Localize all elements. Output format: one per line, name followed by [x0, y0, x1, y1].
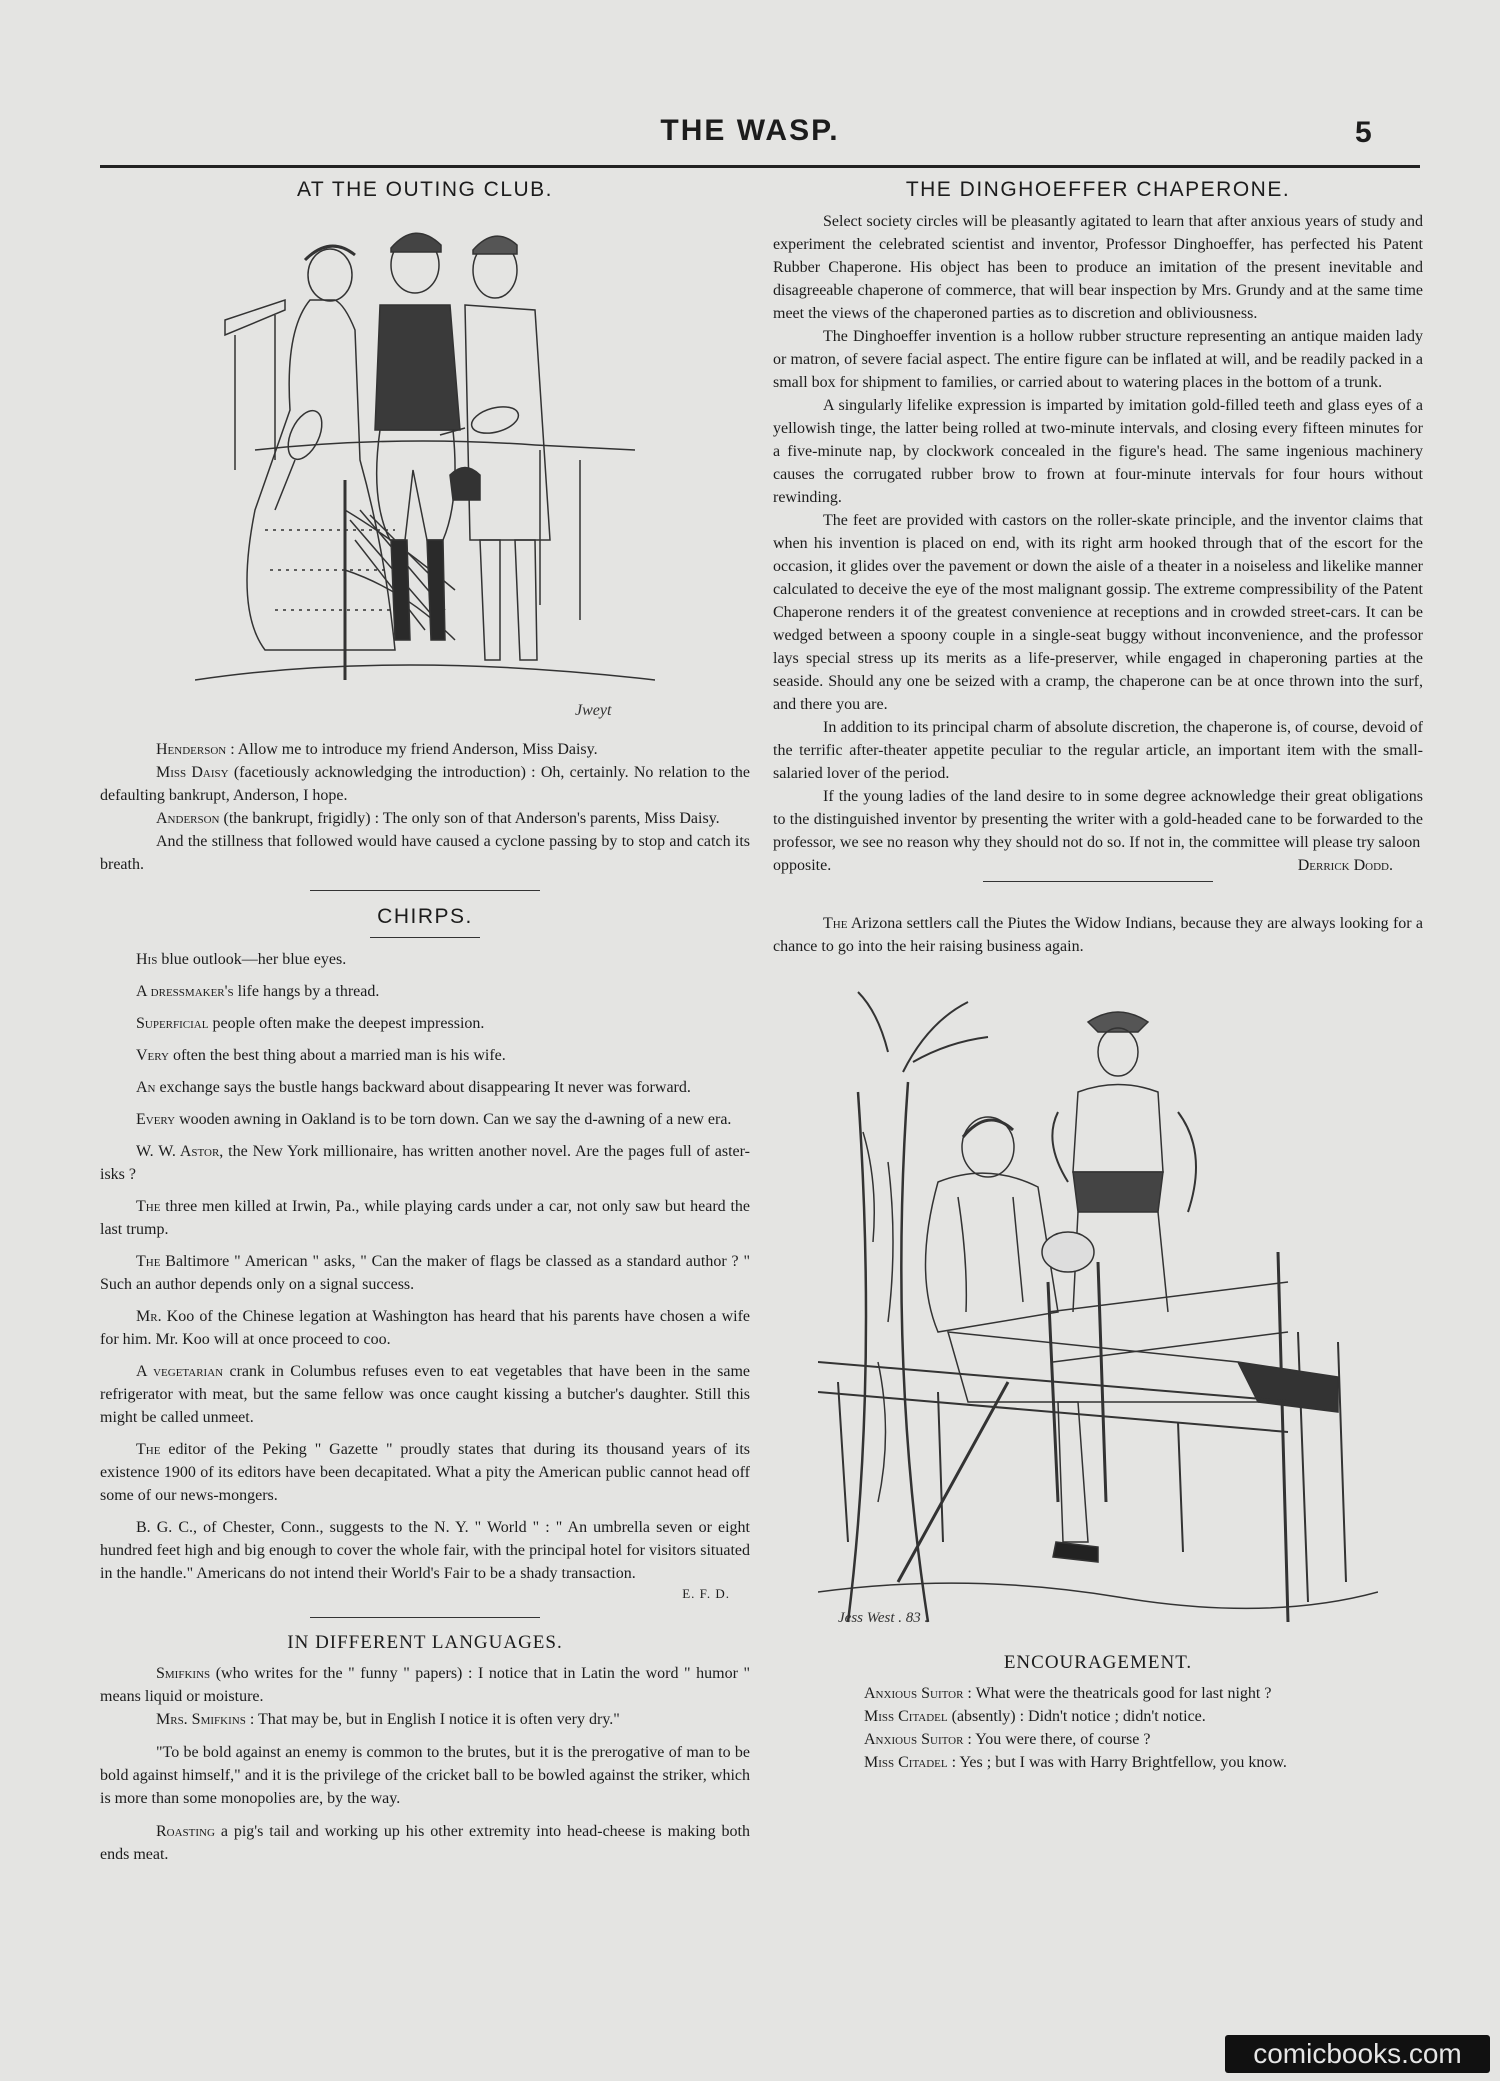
chirp-item: The editor of the Peking " Gazette " proudly states that during its thousand years of its existence 1900 of its editors have been decapitated. What a pity the American public cannot head off some of our news-mongers. [100, 1441, 750, 1504]
encouragement-line-3: Anxious Suitor : You were there, of course ? [864, 1731, 1151, 1748]
outing-club-illustration [195, 210, 655, 730]
chaperone-title: THE DINGHOEFFER CHAPERONE. [905, 178, 1291, 201]
chaperone-article [773, 210, 1423, 877]
chirp-item: Very often the best thing about a married man is his wife. [136, 1047, 506, 1064]
chaperone-para: The feet are provided with castors on the roller-skate principle, and the inventor claims that when his invention is placed on end, with its right arm hooked through that of the escort for the occasion, it glides over the pavement or down the aisle of a theater in a noiseless and likelike manner calculated to deceive the eye of the most malignant gossip. The extreme compressibility of the Patent Chaperone renders it of the greatest convenience at receptions and in crowded street-cars. It can be wedged between a spoony couple in a single-seat buggy without inconvenience, and the professor lays special stress up its merits as a life-preserver, while engaged in chaperoning parties at the seaside. Should any one be seized with a cramp, the chaperone can be at once thrown into the surf, and there you are. [773, 512, 1423, 713]
section-divider [310, 1617, 540, 1618]
languages-para-2: Mrs. Smifkins : That may be, but in English I notice it is often very dry." [156, 1711, 620, 1728]
encouragement-title: ENCOURAGEMENT. [1003, 1652, 1193, 1673]
outing-title: AT THE OUTING CLUB. [296, 178, 554, 201]
chaperone-author: Derrick Dodd. [1297, 857, 1393, 874]
chaperone-para: A singularly lifelike expression is imparted by imitation gold-filled teeth and glass eyes of a yellowish tinge, the latter being rolled at two-minute intervals, and closing every fifteen minutes for a five-minute nap, by clockwork concealed in the figure's head. The same ingenious machinery causes the corrugated rubber brow to frown at four-minute intervals for four hours without rewinding. [773, 397, 1423, 506]
encouragement-caption [773, 1682, 1423, 1774]
chaperone-para: If the young ladies of the land desire to in some degree acknowledge their great obligations to the distinguished inventor by presenting the writer with a gold-headed cane to be forwarded to the professor, we see no reason why they should not do so. If not in, the committee will please try saloon [773, 788, 1423, 851]
section-divider [310, 890, 540, 891]
encouragement-line-4: Miss Citadel : Yes ; but I was with Harry Brightfellow, you know. [864, 1754, 1287, 1771]
page-number: 5 [1355, 116, 1372, 149]
encouragement-line-1: Anxious Suitor : What were the theatricals good for last night ? [864, 1685, 1272, 1702]
chaperone-signoff [773, 854, 1423, 877]
languages-para-1: Smifkins (who writes for the " funny " papers) : I notice that in Latin the word " humor " means liquid or moisture. [100, 1665, 750, 1705]
chaperone-para: The Dinghoeffer invention is a hollow rubber structure representing an antique maiden lady or matron, of severe facial aspect. The entire figure can be inflated at will, and be readily packed in a small box for shipment to families, or carried about to watering places in the bottom of a trunk. [773, 328, 1423, 391]
chirp-item: A dressmaker's life hangs by a thread. [136, 983, 380, 1000]
chaperone-para: Select society circles will be pleasantly agitated to learn that after anxious years of study and experiment the celebrated scientist and inventor, Professor Dinghoeffer, has perfected his Patent Rubber Chaperone. His object has been to produce an imitation of the present inevitable and disagreeable chaperone of commerce, that will bear inspection by Mrs. Grundy and at the same time meet the views of the chaperoned parties as to discretion and obliviousness. [773, 213, 1423, 322]
chaperone-last-line: opposite. [773, 857, 832, 874]
languages-para-3: "To be bold against an enemy is common to the brutes, but it is the prerogative of man to be bold against himself," and it is the privilege of the cricket ball to be bowled against the striker, which is more than some monopolies are, by the way. [100, 1744, 750, 1807]
languages-body [100, 1662, 750, 1866]
chirp-item: An exchange says the bustle hangs backward about disappearing It never was forward. [136, 1079, 691, 1096]
chirp-item: W. W. Astor, the New York millionaire, has written another novel. Are the pages full of aster-isks ? [100, 1143, 750, 1183]
outing-line-1: Henderson : Allow me to introduce my friend Anderson, Miss Daisy. [156, 741, 598, 758]
masthead-title: THE WASP. [660, 114, 840, 147]
chirps-underline [370, 937, 480, 938]
languages-para-4: Roasting a pig's tail and working up his other extremity into head-cheese is making both ends meat. [100, 1823, 750, 1863]
chirp-item: A vegetarian crank in Columbus refuses even to eat vegetables that have been in the same refrigerator with meat, but the same fellow was once caught kissing a butcher's daughter. Still this might be called unmeet. [100, 1363, 751, 1426]
site-watermark: comicbooks.com [1225, 2035, 1490, 2073]
arizona-paragraph: The Arizona settlers call the Piutes the Widow Indians, because they are always looking for a chance to go into the heir raising business again. [773, 915, 1423, 955]
outing-line-2: Miss Daisy (facetiously acknowledging the introduction) : Oh, certainly. No relation to the defaulting bankrupt, Anderson, I hope. [100, 764, 750, 804]
chirps-signature: E. F. D. [682, 1586, 730, 1601]
chirp-item: The three men killed at Irwin, Pa., while playing cards under a car, not only saw but heard the last trump. [100, 1198, 750, 1238]
chirp-item: His blue outlook—her blue eyes. [136, 951, 347, 968]
left-column [100, 172, 750, 1866]
chirp-item: The Baltimore " American " asks, " Can the maker of flags be classed as a standard author ? " Such an author depends only on a signal success. [100, 1253, 750, 1293]
section-divider [983, 881, 1213, 882]
chirp-item: Every wooden awning in Oakland is to be torn down. Can we say the d-awning of a new era. [136, 1111, 732, 1128]
chaperone-para: In addition to its principal charm of absolute discretion, the chaperone is, of course, devoid of the terrific after-theater appetite peculiar to the regular article, an important item with the small-salaried lover of the period. [773, 719, 1423, 782]
chirp-item: Mr. Koo of the Chinese legation at Washington has heard that his parents have chosen a wife for him. Mr. Koo will at once proceed to coo. [100, 1308, 750, 1348]
chirps-title: CHIRPS. [377, 905, 473, 928]
outing-line-3: Anderson (the bankrupt, frigidly) : The only son of that Anderson's parents, Miss Daisy. [156, 810, 720, 827]
right-column [773, 172, 1423, 1774]
chirps-list [100, 948, 750, 1603]
outing-line-4: And the stillness that followed would have caused a cyclone passing by to stop and catch its breath. [100, 833, 750, 873]
outing-caption [100, 738, 750, 876]
outing-artist-signature: Jweyt [575, 702, 612, 719]
chirp-item: B. G. C., of Chester, Conn., suggests to the N. Y. " World " : " An umbrella seven or eight hundred feet high and big enough to cover the whole fair, with the principal hotel for visitors situated in the handle." Americans do not intend their World's Fair to be a shady transaction. [100, 1519, 750, 1582]
masthead-rule [100, 165, 1420, 168]
chirp-item: Superficial people often make the deepest impression. [136, 1015, 485, 1032]
encouragement-line-2: Miss Citadel (absently) : Didn't notice ; didn't notice. [864, 1708, 1206, 1725]
languages-title: IN DIFFERENT LANGUAGES. [287, 1632, 563, 1653]
encouragement-artist-signature: Jess West . 83 . [838, 1610, 929, 1626]
encouragement-illustration [818, 982, 1378, 1642]
